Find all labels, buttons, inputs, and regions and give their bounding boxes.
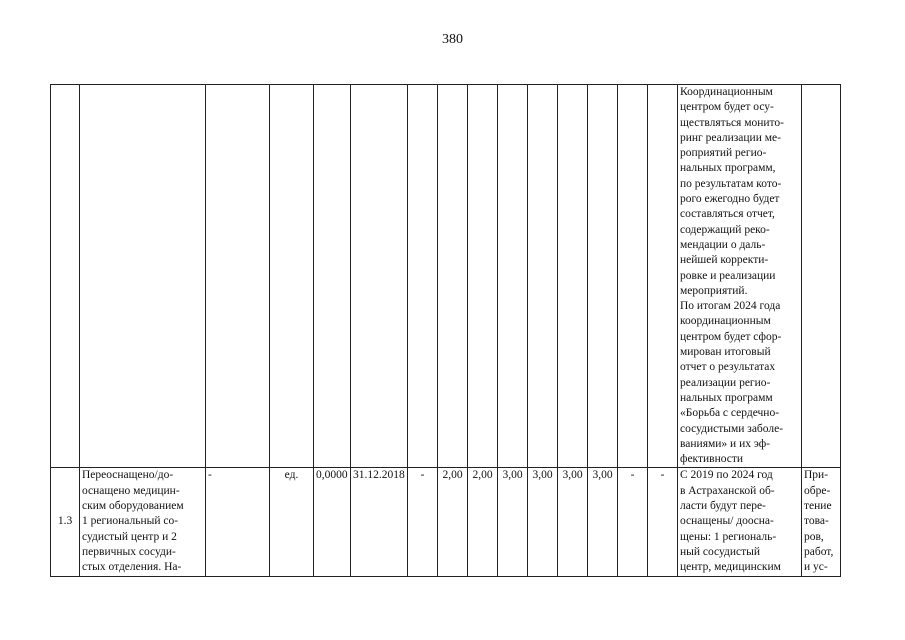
value-2023: 3,00 (558, 468, 588, 576)
description-line: роприятий регио- (680, 147, 767, 160)
note-line: При- (804, 469, 829, 482)
note-line: обре- (804, 484, 831, 497)
description-line: «Борьба с сердечно- (680, 407, 780, 420)
note-line: това- (804, 515, 829, 528)
note-line: и ус- (804, 561, 828, 574)
cell-empty (270, 85, 314, 468)
cell-empty (80, 85, 206, 468)
description-line: нальных программ, (680, 162, 776, 175)
description-line: ный сосудистый (680, 545, 761, 558)
cell-empty (206, 85, 270, 468)
description-line: по результатам кото- (680, 177, 782, 190)
value-2024: 3,00 (588, 468, 618, 576)
base-value-cell: 0,0000 (314, 468, 351, 576)
description-line: сосудистыми заболе- (680, 422, 784, 435)
description-line: Координационным (680, 86, 773, 98)
description-line: нальных программ (680, 391, 773, 404)
indicator-name-line: оснащено медицин- (82, 484, 180, 497)
description-line: мендации о даль- (680, 238, 766, 251)
description-line: содержащий реко- (680, 223, 770, 236)
cell-empty (648, 85, 678, 468)
indicator-name-line: первичных сосуди- (82, 545, 176, 558)
base-date-cell: 31.12.2018 (351, 468, 408, 576)
description-line: мероприятий. (680, 284, 748, 297)
description-line: С 2019 по 2024 год (680, 469, 773, 482)
description-line: координационным (680, 315, 771, 328)
value-2022: 3,00 (528, 468, 558, 576)
description-line: центром будет осу- (680, 101, 774, 114)
table-row-1-3 (51, 468, 841, 576)
description-line: нейшей корректи- (680, 254, 769, 267)
description-line: центром будет сфор- (680, 330, 782, 343)
row-number: 1.3 (51, 468, 80, 576)
description-line: ществляться монито- (680, 116, 785, 129)
unit-cell: ед. (270, 468, 314, 576)
indicator-name-cell (80, 468, 206, 576)
cell-empty (438, 85, 468, 468)
cell-empty (351, 85, 408, 468)
document-table (50, 84, 841, 577)
cell-empty (314, 85, 351, 468)
description-line: отчет о результатах (680, 361, 776, 374)
description-cell (678, 468, 802, 576)
cell-empty (802, 85, 841, 468)
description-line: составляться отчет, (680, 208, 775, 221)
description-line: мирован итоговый (680, 346, 771, 359)
cell-empty (468, 85, 498, 468)
description-line: ласти будут пере- (680, 500, 766, 513)
cell-empty (51, 85, 80, 468)
note-line: ров, (804, 530, 824, 543)
indicator-name-line: ским оборудованием (82, 500, 184, 513)
cell-empty (528, 85, 558, 468)
description-line: ринг реализации ме- (680, 131, 781, 144)
description-line: ваниями» и их эф- (680, 437, 770, 450)
indicator-name-line: стых отделения. На- (82, 561, 182, 574)
description-line: рого ежегодно будет (680, 193, 780, 206)
description-line: центр, медицинским (680, 561, 781, 574)
indicator-name-line: 1 региональный со- (82, 515, 179, 528)
description-line: реализации регио- (680, 376, 771, 389)
description-line: щены: 1 региональ- (680, 530, 777, 543)
description-line: в Астраханской об- (680, 484, 775, 497)
cell-empty (588, 85, 618, 468)
cell-empty (498, 85, 528, 468)
cell-empty (558, 85, 588, 468)
value-extra-a: - (618, 468, 648, 576)
cell-empty (618, 85, 648, 468)
cell-dash: - (206, 468, 270, 576)
description-line: По итогам 2024 года (680, 300, 781, 313)
indicator-name-line: судистый центр и 2 (82, 530, 177, 543)
page-number: 380 (442, 32, 463, 47)
table-row-continuation (51, 85, 841, 468)
description-cell (678, 85, 802, 468)
value-2019: 2,00 (438, 468, 468, 576)
note-line: тение (804, 500, 832, 513)
description-line: оснащены/ дооcна- (680, 515, 774, 528)
note-cell (802, 468, 841, 576)
note-line: работ, (804, 545, 834, 558)
cell-empty (408, 85, 438, 468)
description-line: ровке и реализации (680, 269, 776, 282)
value-2018: - (408, 468, 438, 576)
value-extra-b: - (648, 468, 678, 576)
description-line: фективности (680, 453, 744, 466)
indicator-name-line: Переоснащено/до- (82, 469, 174, 482)
value-2021: 3,00 (498, 468, 528, 576)
value-2020: 2,00 (468, 468, 498, 576)
